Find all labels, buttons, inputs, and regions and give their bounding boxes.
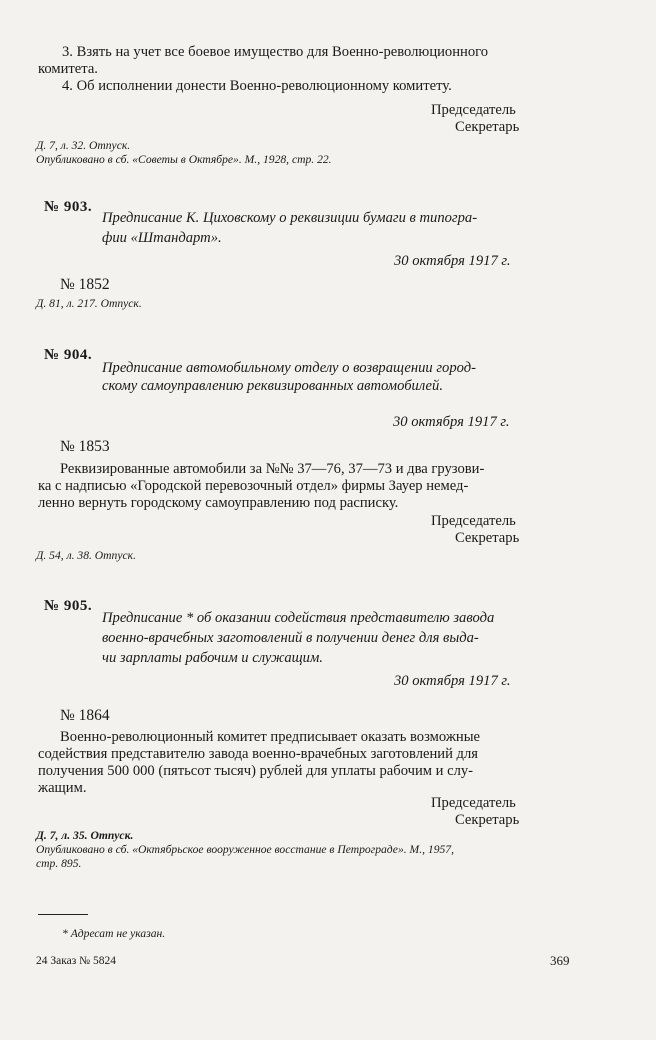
document-date: 30 октября 1917 г. [394, 673, 511, 689]
document-number: № 905. [44, 598, 93, 614]
text-line: ленно вернуть городскому самоуправлению под расписку. [38, 495, 399, 511]
document-title: скому самоуправлению реквизированных автомобилей. [102, 378, 443, 394]
reference-number: № 1864 [60, 707, 110, 724]
page-number: 369 [550, 953, 570, 968]
footnote: * Адресат не указан. [62, 927, 166, 940]
text-line: жащим. [38, 780, 87, 796]
document-date: 30 октября 1917 г. [394, 253, 511, 269]
document-title: фии «Штандарт». [102, 230, 222, 246]
archive-source: Д. 54, л. 38. Отпуск. [36, 549, 136, 562]
text-line: 4. Об исполнении донести Военно-революционному комитету. [62, 78, 452, 94]
document-title: чи зарплаты рабочим и служащим. [102, 650, 323, 666]
signature-chair: Председатель [431, 102, 516, 118]
publication-source: стр. 895. [36, 857, 82, 870]
document-title: Предписание * об оказании содействия представителю завода [102, 610, 495, 626]
text-line: Военно-революционный комитет предписывает оказать возможные [60, 729, 480, 745]
document-title: военно-врачебных заготовлений в получении денег для выда- [102, 630, 479, 646]
archive-source: Д. 7, л. 32. Отпуск. [36, 139, 131, 152]
text-line: ка с надписью «Городской перевозочный отдел» фирмы Зауер немед- [38, 478, 469, 494]
archive-source: Д. 7, л. 35. Отпуск. [36, 829, 134, 842]
document-title: Предписание К. Циховскому о реквизиции бумаги в типогра- [102, 210, 478, 226]
signature-secretary: Секретарь [455, 119, 520, 135]
text-line: комитета. [38, 61, 98, 77]
footnote-rule [38, 914, 88, 915]
text-line: 3. Взять на учет все боевое имущество для Военно-революционного [62, 44, 489, 60]
signature-chair: Председатель [431, 795, 516, 811]
document-date: 30 октября 1917 г. [393, 414, 510, 430]
printer-signature: 24 Заказ № 5824 [36, 955, 117, 967]
document-title: Предписание автомобильному отделу о возвращении город- [102, 360, 476, 376]
reference-number: № 1853 [60, 438, 110, 455]
document-number: № 903. [44, 199, 93, 215]
archive-source: Д. 81, л. 217. Отпуск. [36, 297, 142, 310]
reference-number: № 1852 [60, 276, 110, 293]
document-number: № 904. [44, 347, 93, 363]
publication-source: Опубликовано в сб. «Советы в Октябре». М., 1928, стр. 22. [36, 153, 332, 166]
publication-source: Опубликовано в сб. «Октябрьское вооруженное восстание в Петрограде». М., 1957, [36, 843, 454, 856]
text-line: получения 500 000 (пятьсот тысяч) рублей для уплаты рабочим и слу- [38, 763, 474, 779]
text-line: Реквизированные автомобили за №№ 37—76, 37—73 и два грузови- [60, 461, 485, 477]
text-line: содействия представителю завода военно-врачебных заготовлений для [38, 746, 478, 762]
signature-secretary: Секретарь [455, 530, 520, 546]
signature-secretary: Секретарь [455, 812, 520, 828]
signature-chair: Председатель [431, 513, 516, 529]
